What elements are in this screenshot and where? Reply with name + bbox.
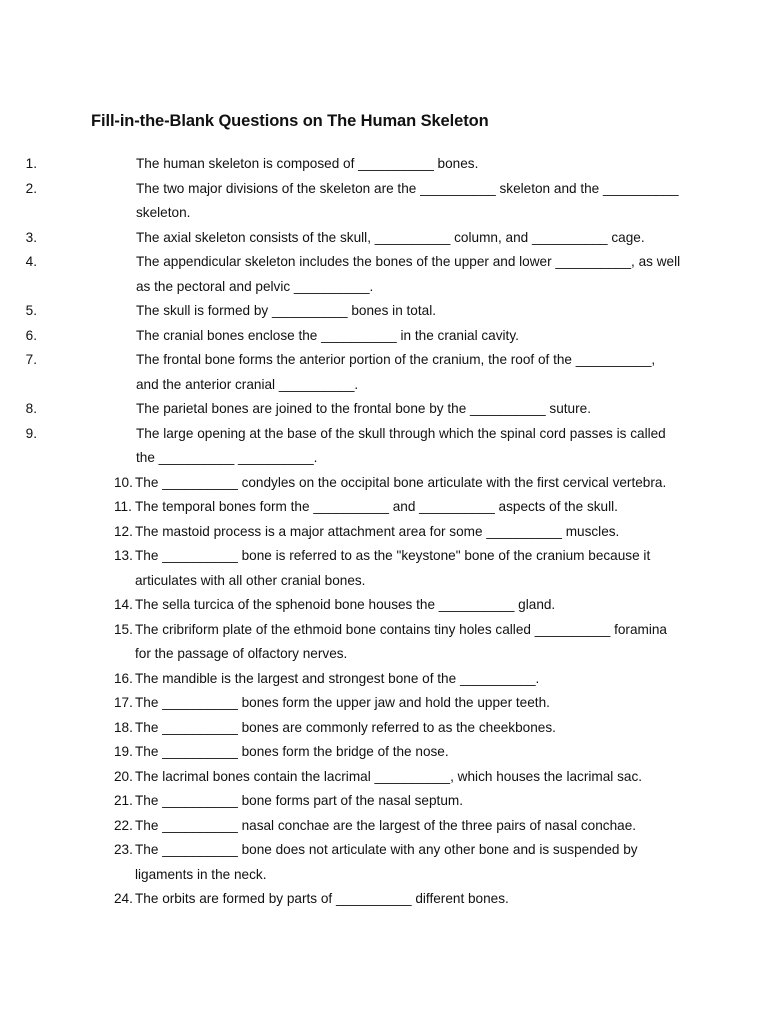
question-number: 15.: [114, 621, 133, 637]
question-item: [0, 299, 681, 324]
question-number: 12.: [114, 523, 133, 539]
question-item: [0, 177, 681, 226]
question-item: [0, 226, 681, 251]
question-number: 11.: [114, 499, 132, 514]
question-text: The __________ bone is referred to as the "keystone" bone of the cranium because it articulates with all other cranial bones.: [135, 548, 651, 588]
question-number: 7.: [25, 352, 37, 367]
question-item: [0, 152, 681, 177]
question-number: 8.: [25, 401, 37, 416]
question-number: 19.: [114, 744, 133, 759]
question-number: 9.: [25, 425, 37, 441]
question-text: The __________ nasal conchae are the largest of the three pairs of nasal conchae.: [135, 817, 637, 833]
question-text: The __________ bones form the upper jaw and hold the upper teeth.: [135, 695, 550, 710]
question-number: 2.: [25, 180, 37, 196]
question-text: The large opening at the base of the skull through which the spinal cord passes is called the __________ __________.: [136, 425, 666, 465]
question-text: The frontal bone forms the anterior portion of the cranium, the roof of the __________, and the anterior cranial __________.: [136, 352, 656, 392]
question-text: The __________ bones are commonly referred to as the cheekbones.: [135, 719, 556, 735]
question-item: [0, 667, 680, 692]
question-number: 6.: [25, 327, 37, 343]
question-number: 13.: [114, 548, 133, 563]
question-text: The __________ bone does not articulate with any other bone and is suspended by ligaments in the neck.: [135, 842, 638, 882]
question-number: 24.: [114, 891, 133, 906]
question-text: The cribriform plate of the ethmoid bone contains tiny holes called __________ foramina for the passage of olfactory nerves.: [135, 621, 667, 661]
question-item: [0, 324, 681, 349]
question-text: The axial skeleton consists of the skull, __________ column, and __________ cage.: [136, 229, 645, 245]
question-text: The orbits are formed by parts of __________ different bones.: [135, 891, 509, 906]
question-item: [0, 250, 681, 299]
question-number: 20.: [114, 768, 133, 784]
question-item: [0, 471, 680, 496]
question-number: 10.: [114, 474, 133, 490]
question-item: [0, 838, 680, 887]
question-number: 21.: [114, 793, 133, 808]
question-text: The human skeleton is composed of __________ bones.: [136, 156, 479, 171]
question-text: The parietal bones are joined to the frontal bone by the __________ suture.: [136, 401, 591, 416]
question-item: [0, 765, 680, 790]
question-text: The mastoid process is a major attachment area for some __________ muscles.: [135, 523, 620, 539]
page-title: Fill-in-the-Blank Questions on The Human Skeleton: [91, 112, 489, 130]
question-number: 18.: [114, 719, 133, 735]
question-text: The two major divisions of the skeleton are the __________ skeleton and the __________ skeleton.: [136, 180, 679, 220]
question-item: [0, 716, 680, 741]
question-item: [0, 495, 680, 520]
question-text: The cranial bones enclose the __________ in the cranial cavity.: [136, 327, 519, 343]
question-number: 4.: [25, 254, 37, 269]
question-number: 5.: [25, 303, 37, 318]
question-item: [0, 887, 680, 912]
question-list: [0, 152, 768, 912]
question-text: The appendicular skeleton includes the bones of the upper and lower __________, as well as the pectoral and pelvic __________.: [136, 254, 681, 294]
question-item: [0, 348, 681, 397]
question-item: [0, 789, 680, 814]
question-item: [0, 814, 680, 839]
question-text: The mandible is the largest and strongest bone of the __________.: [135, 670, 540, 686]
question-item: [0, 618, 680, 667]
question-item: [0, 397, 681, 422]
question-text: The __________ bone forms part of the nasal septum.: [135, 793, 463, 808]
question-text: The temporal bones form the __________ and __________ aspects of the skull.: [135, 499, 618, 514]
question-number: 3.: [25, 229, 37, 245]
question-number: 16.: [114, 670, 133, 686]
question-number: 14.: [114, 597, 133, 612]
question-item: [0, 740, 680, 765]
question-item: [0, 593, 680, 618]
question-item: [0, 544, 680, 593]
question-item: [0, 520, 680, 545]
question-number: 1.: [25, 156, 37, 171]
question-number: 23.: [114, 842, 133, 857]
question-text: The __________ bones form the bridge of the nose.: [135, 744, 449, 759]
question-text: The lacrimal bones contain the lacrimal __________, which houses the lacrimal sac.: [135, 768, 643, 784]
question-text: The __________ condyles on the occipital bone articulate with the first cervical vertebra.: [135, 474, 667, 490]
question-text: The skull is formed by __________ bones in total.: [136, 303, 437, 318]
question-text: The sella turcica of the sphenoid bone houses the __________ gland.: [135, 597, 556, 612]
question-number: 17.: [114, 695, 133, 710]
question-number: 22.: [114, 817, 133, 833]
question-item: [0, 691, 680, 716]
question-item: [0, 422, 681, 471]
